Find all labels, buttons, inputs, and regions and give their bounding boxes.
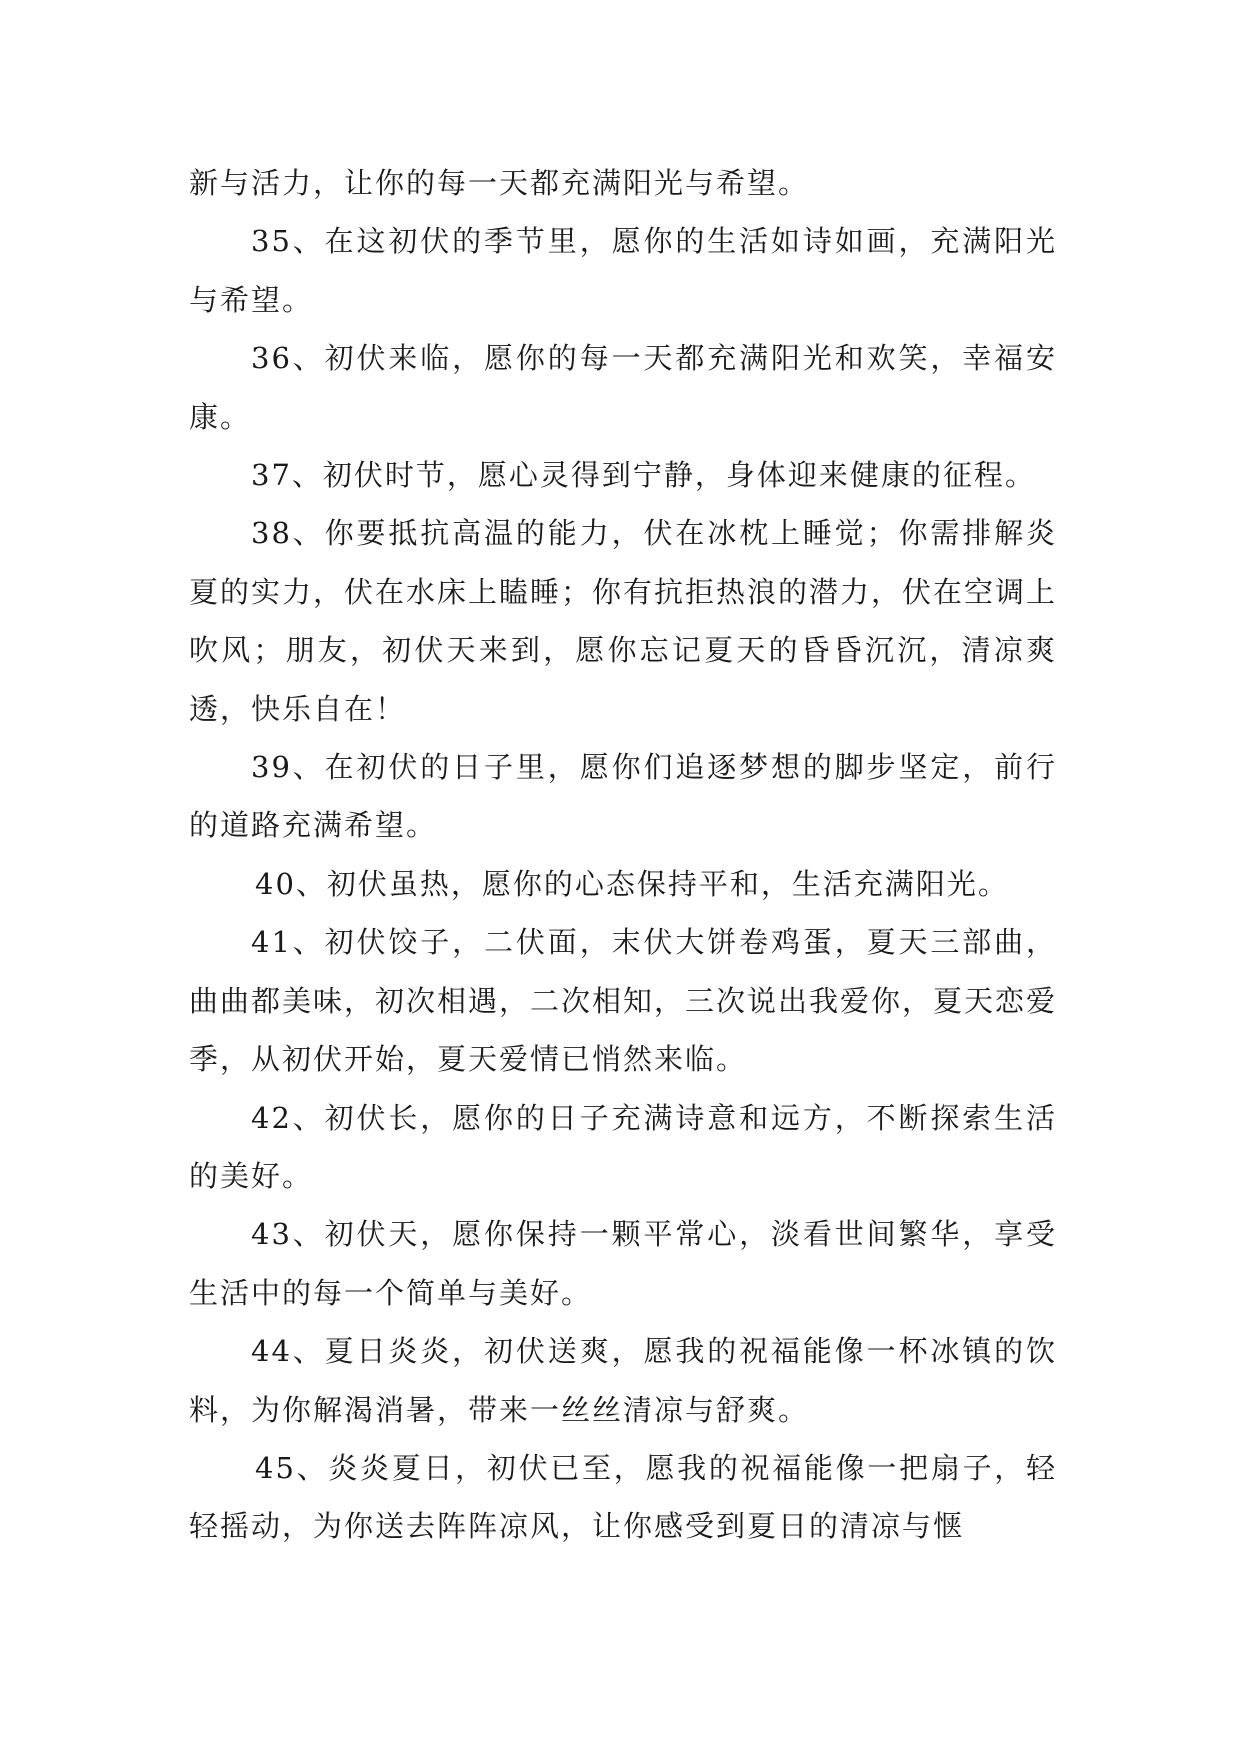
paragraph-40: 40、初伏虽热，愿你的心态保持平和，生活充满阳光。 — [255, 866, 1009, 901]
paragraph-45: 45、炎炎夏日，初伏已至，愿我的祝福能像一把扇子，轻轻摇动，为你送去阵阵凉风，让你感受到夏日的清凉与惬 — [189, 1450, 1057, 1544]
paragraph-41: 41、初伏饺子，二伏面，末伏大饼卷鸡蛋，夏天三部曲，曲曲都美味，初次相遇，二次相知，三次说出我爱你，夏天恋爱季，从初伏开始，夏天爱情已悄然来临。 — [189, 925, 1058, 1077]
document-body — [189, 154, 1057, 1556]
paragraph-37: 37、初伏时节，愿心灵得到宁静，身体迎来健康的征程。 — [251, 458, 1036, 493]
paragraph-36: 36、初伏来临，愿你的每一天都充满阳光和欢笑，幸福安康。 — [189, 341, 1057, 434]
paragraph-continuation: 新与活力，让你的每一天都充满阳光与希望。 — [189, 166, 810, 200]
paragraph-38: 38、你要抵抗高温的能力，伏在冰枕上睡觉；你需排解炎夏的实力，伏在水床上瞌睡；你有抗拒热浪的潜力，伏在空调上吹风；朋友，初伏天来到，愿你忘记夏天的昏昏沉沉，清凉爽透，快乐自在！ — [189, 516, 1058, 726]
paragraph-44: 44、夏日炎炎，初伏送爽，愿我的祝福能像一杯冰镇的饮料，为你解渴消暑，带来一丝丝清凉与舒爽。 — [189, 1334, 1057, 1427]
paragraph-42: 42、初伏长，愿你的日子充满诗意和远方，不断探索生活的美好。 — [189, 1100, 1057, 1193]
paragraph-43: 43、初伏天，愿你保持一颗平常心，淡看世间繁华，享受生活中的每一个简单与美好。 — [189, 1217, 1057, 1310]
paragraph-35: 35、在这初伏的季节里，愿你的生活如诗如画，充满阳光与希望。 — [189, 224, 1057, 317]
paragraph-39: 39、在初伏的日子里，愿你们追逐梦想的脚步坚定，前行的道路充满希望。 — [189, 750, 1057, 843]
